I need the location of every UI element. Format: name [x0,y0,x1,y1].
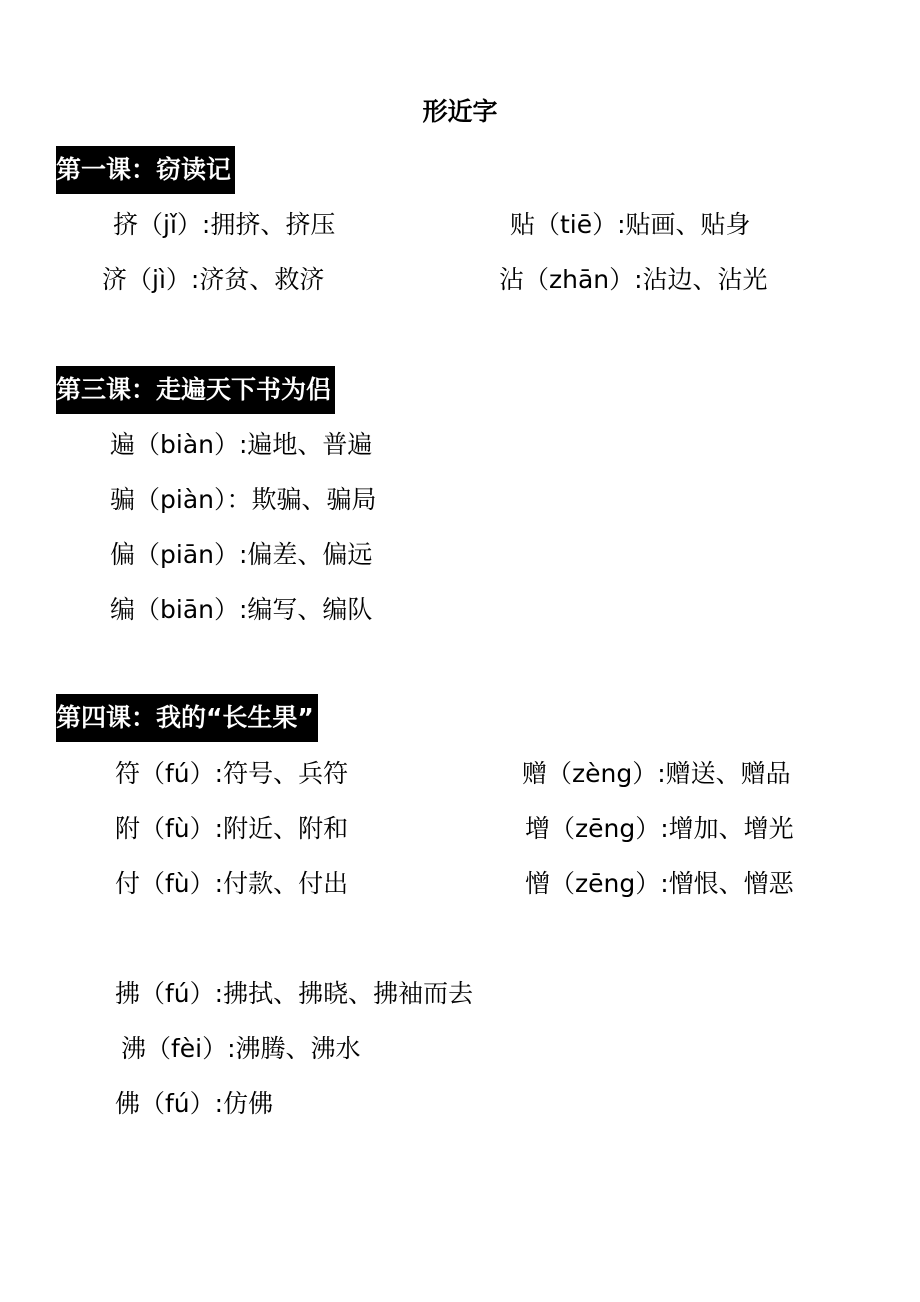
entry-bian4: 遍（biàn）:遍地、普遍 [110,430,373,459]
entry-fu2-brush: 拂（fú）:拂拭、拂晓、拂袖而去 [115,979,474,1008]
entry-fu2-fu: 符（fú）:符号、兵符 [115,759,349,788]
section-heading-lesson-3: 第三课：走遍天下书为侣 [56,366,335,414]
entry-zeng4: 赠（zèng）:赠送、赠品 [522,759,791,788]
entry-fei4: 沸（fèi）:沸腾、沸水 [121,1034,361,1063]
entry-ji3: 挤（jǐ）:拥挤、挤压 [113,210,336,239]
entry-fu4-fu: 附（fù）:附近、附和 [115,814,349,843]
section-heading-lesson-1: 第一课：窃读记 [56,146,235,194]
entry-bian1: 编（biān）:编写、编队 [110,595,373,624]
entry-tie1: 贴（tiē）:贴画、贴身 [510,210,751,239]
entry-pian4: 骗（piàn）：欺骗、骗局 [110,485,377,514]
page-title: 形近字 [422,97,498,126]
entry-fu4-pay: 付（fù）:付款、付出 [115,869,349,898]
entry-zhan1: 沾（zhān）:沾边、沾光 [499,265,768,294]
entry-pian1: 偏（piān）:偏差、偏远 [110,540,373,569]
entry-zeng1-hate: 憎（zēng）:憎恨、憎恶 [525,869,794,898]
entry-fu2-buddha: 佛（fú）:仿佛 [115,1089,274,1118]
entry-ji4: 济（jì）:济贫、救济 [102,265,325,294]
section-heading-lesson-4: 第四课：我的“长生果” [56,694,318,742]
entry-zeng1-add: 增（zēng）:增加、增光 [525,814,794,843]
